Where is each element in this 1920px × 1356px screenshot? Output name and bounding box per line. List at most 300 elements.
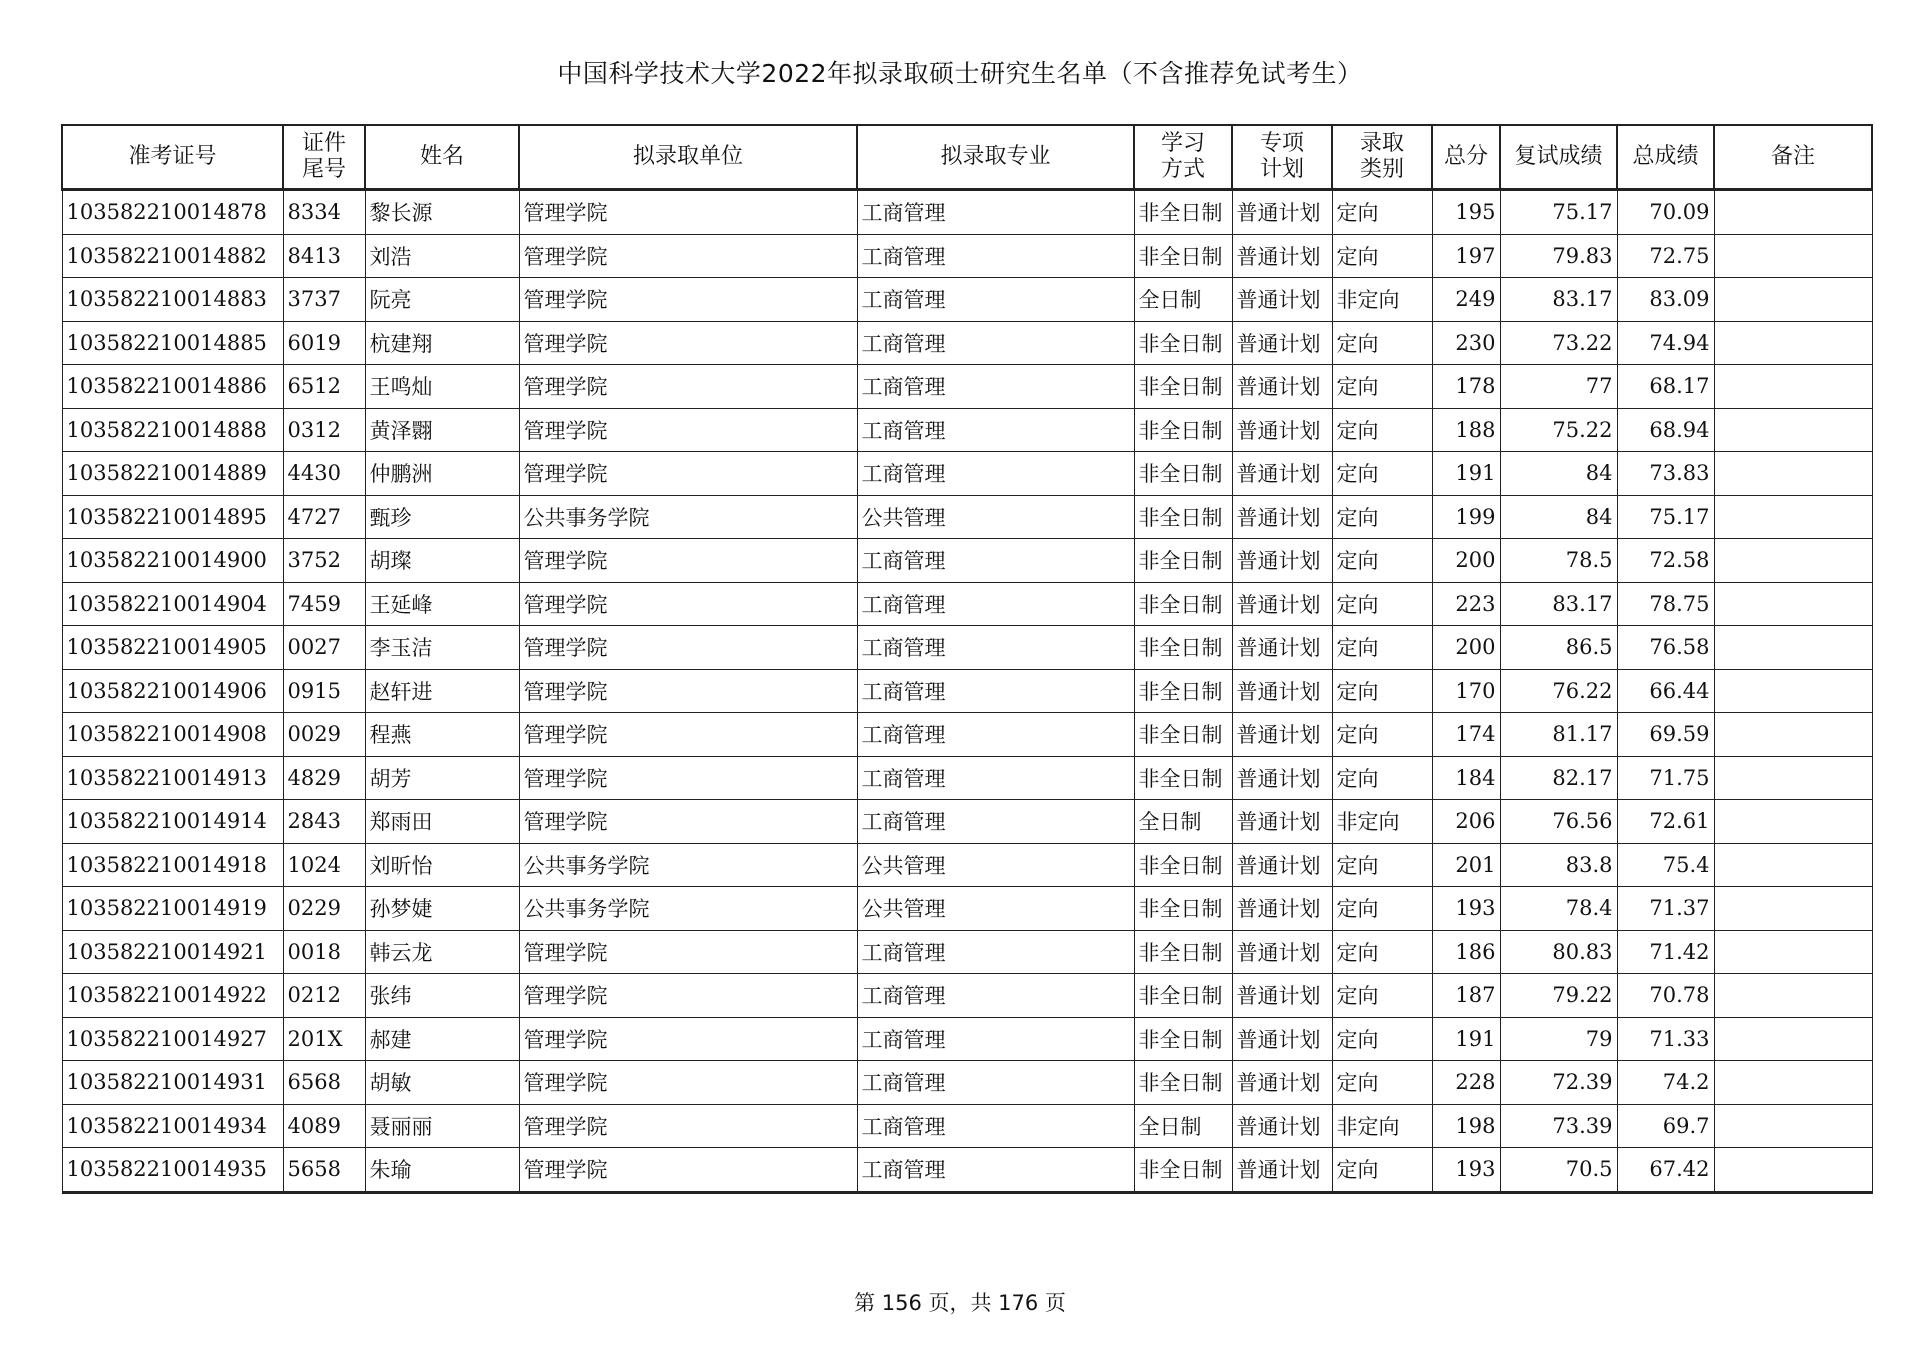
cell-category: 定向 — [1332, 626, 1432, 670]
cell-exam-id: 103582210014900 — [62, 539, 283, 583]
table-row — [62, 756, 1872, 800]
cell-final-score: 72.58 — [1617, 539, 1714, 583]
cell-exam-id: 103582210014904 — [62, 582, 283, 626]
cell-final-score: 66.44 — [1617, 669, 1714, 713]
cell-exam-id: 103582210014888 — [62, 408, 283, 452]
cell-exam-id: 103582210014889 — [62, 452, 283, 496]
cell-unit: 管理学院 — [519, 408, 857, 452]
cell-retest-score: 80.83 — [1500, 930, 1617, 974]
cell-id-suffix: 3752 — [283, 539, 365, 583]
cell-remarks — [1714, 452, 1872, 496]
cell-study-mode: 非全日制 — [1134, 190, 1232, 235]
cell-unit: 管理学院 — [519, 365, 857, 409]
table-row — [62, 278, 1872, 322]
page-footer: 第 156 页，共 176 页 — [854, 1291, 1066, 1315]
cell-study-mode: 全日制 — [1134, 1104, 1232, 1148]
cell-name: 胡璨 — [365, 539, 519, 583]
col-header-category: 录取 类别 — [1332, 125, 1432, 190]
cell-exam-id: 103582210014935 — [62, 1148, 283, 1193]
cell-unit: 管理学院 — [519, 930, 857, 974]
cell-total: 187 — [1432, 974, 1500, 1018]
cell-retest-score: 81.17 — [1500, 713, 1617, 757]
cell-id-suffix: 4430 — [283, 452, 365, 496]
cell-major: 工商管理 — [857, 626, 1134, 670]
cell-major: 工商管理 — [857, 539, 1134, 583]
cell-unit: 管理学院 — [519, 1017, 857, 1061]
cell-major: 公共管理 — [857, 843, 1134, 887]
cell-category: 定向 — [1332, 495, 1432, 539]
cell-final-score: 75.17 — [1617, 495, 1714, 539]
cell-exam-id: 103582210014905 — [62, 626, 283, 670]
cell-name: 郑雨田 — [365, 800, 519, 844]
cell-name: 胡芳 — [365, 756, 519, 800]
cell-major: 工商管理 — [857, 452, 1134, 496]
cell-final-score: 74.94 — [1617, 321, 1714, 365]
cell-id-suffix: 6512 — [283, 365, 365, 409]
cell-category: 定向 — [1332, 539, 1432, 583]
cell-study-mode: 非全日制 — [1134, 582, 1232, 626]
cell-unit: 管理学院 — [519, 452, 857, 496]
cell-final-score: 69.59 — [1617, 713, 1714, 757]
cell-retest-score: 72.39 — [1500, 1061, 1617, 1105]
cell-plan: 普通计划 — [1232, 1017, 1332, 1061]
cell-major: 工商管理 — [857, 1148, 1134, 1193]
cell-retest-score: 86.5 — [1500, 626, 1617, 670]
table-row — [62, 321, 1872, 365]
cell-plan: 普通计划 — [1232, 887, 1332, 931]
cell-final-score: 71.75 — [1617, 756, 1714, 800]
cell-id-suffix: 0312 — [283, 408, 365, 452]
cell-total: 201 — [1432, 843, 1500, 887]
cell-category: 定向 — [1332, 713, 1432, 757]
cell-study-mode: 非全日制 — [1134, 887, 1232, 931]
cell-id-suffix: 8413 — [283, 234, 365, 278]
cell-study-mode: 非全日制 — [1134, 843, 1232, 887]
cell-major: 工商管理 — [857, 756, 1134, 800]
cell-category: 定向 — [1332, 365, 1432, 409]
cell-plan: 普通计划 — [1232, 800, 1332, 844]
cell-total: 188 — [1432, 408, 1500, 452]
cell-remarks — [1714, 321, 1872, 365]
cell-category: 定向 — [1332, 930, 1432, 974]
cell-category: 定向 — [1332, 321, 1432, 365]
table-row — [62, 800, 1872, 844]
table-row — [62, 974, 1872, 1018]
cell-plan: 普通计划 — [1232, 234, 1332, 278]
cell-exam-id: 103582210014882 — [62, 234, 283, 278]
cell-total: 200 — [1432, 626, 1500, 670]
cell-study-mode: 非全日制 — [1134, 626, 1232, 670]
cell-total: 195 — [1432, 190, 1500, 235]
cell-category: 定向 — [1332, 234, 1432, 278]
cell-remarks — [1714, 669, 1872, 713]
cell-id-suffix: 1024 — [283, 843, 365, 887]
cell-retest-score: 78.4 — [1500, 887, 1617, 931]
cell-exam-id: 103582210014918 — [62, 843, 283, 887]
table-row — [62, 234, 1872, 278]
cell-name: 李玉洁 — [365, 626, 519, 670]
cell-final-score: 69.7 — [1617, 1104, 1714, 1148]
cell-id-suffix: 8334 — [283, 190, 365, 235]
cell-category: 定向 — [1332, 452, 1432, 496]
cell-total: 200 — [1432, 539, 1500, 583]
table-row — [62, 669, 1872, 713]
cell-category: 非定向 — [1332, 1104, 1432, 1148]
cell-major: 工商管理 — [857, 930, 1134, 974]
cell-exam-id: 103582210014922 — [62, 974, 283, 1018]
table-row — [62, 582, 1872, 626]
table-row — [62, 1104, 1872, 1148]
cell-plan: 普通计划 — [1232, 756, 1332, 800]
cell-final-score: 70.78 — [1617, 974, 1714, 1018]
cell-major: 工商管理 — [857, 408, 1134, 452]
cell-study-mode: 非全日制 — [1134, 452, 1232, 496]
cell-final-score: 67.42 — [1617, 1148, 1714, 1193]
cell-category: 定向 — [1332, 756, 1432, 800]
cell-remarks — [1714, 539, 1872, 583]
cell-plan: 普通计划 — [1232, 278, 1332, 322]
cell-name: 杭建翔 — [365, 321, 519, 365]
cell-retest-score: 77 — [1500, 365, 1617, 409]
cell-plan: 普通计划 — [1232, 713, 1332, 757]
cell-unit: 管理学院 — [519, 713, 857, 757]
cell-id-suffix: 4829 — [283, 756, 365, 800]
cell-remarks — [1714, 713, 1872, 757]
cell-study-mode: 非全日制 — [1134, 669, 1232, 713]
cell-unit: 管理学院 — [519, 669, 857, 713]
cell-remarks — [1714, 582, 1872, 626]
cell-exam-id: 103582210014919 — [62, 887, 283, 931]
cell-remarks — [1714, 843, 1872, 887]
cell-id-suffix: 0915 — [283, 669, 365, 713]
table-row — [62, 1017, 1872, 1061]
page-title: 中国科学技术大学2022年拟录取硕士研究生名单（不含推荐免试考生） — [557, 59, 1363, 88]
cell-category: 定向 — [1332, 974, 1432, 1018]
cell-study-mode: 全日制 — [1134, 278, 1232, 322]
cell-major: 工商管理 — [857, 800, 1134, 844]
cell-total: 223 — [1432, 582, 1500, 626]
cell-total: 198 — [1432, 1104, 1500, 1148]
cell-retest-score: 70.5 — [1500, 1148, 1617, 1193]
cell-remarks — [1714, 1017, 1872, 1061]
cell-unit: 管理学院 — [519, 539, 857, 583]
admission-table — [61, 124, 1873, 1194]
cell-study-mode: 非全日制 — [1134, 1061, 1232, 1105]
cell-retest-score: 82.17 — [1500, 756, 1617, 800]
cell-category: 定向 — [1332, 669, 1432, 713]
cell-exam-id: 103582210014886 — [62, 365, 283, 409]
cell-final-score: 74.2 — [1617, 1061, 1714, 1105]
cell-remarks — [1714, 1061, 1872, 1105]
table-row — [62, 452, 1872, 496]
cell-final-score: 71.42 — [1617, 930, 1714, 974]
cell-id-suffix: 3737 — [283, 278, 365, 322]
col-header-retest-score: 复试成绩 — [1500, 125, 1617, 190]
cell-plan: 普通计划 — [1232, 365, 1332, 409]
cell-plan: 普通计划 — [1232, 1148, 1332, 1193]
col-header-id-suffix: 证件 尾号 — [283, 125, 365, 190]
cell-major: 工商管理 — [857, 669, 1134, 713]
cell-final-score: 78.75 — [1617, 582, 1714, 626]
cell-study-mode: 非全日制 — [1134, 365, 1232, 409]
cell-exam-id: 103582210014878 — [62, 190, 283, 235]
cell-unit: 管理学院 — [519, 1104, 857, 1148]
cell-retest-score: 75.22 — [1500, 408, 1617, 452]
cell-total: 174 — [1432, 713, 1500, 757]
cell-major: 工商管理 — [857, 1017, 1134, 1061]
col-header-exam-id: 准考证号 — [62, 125, 283, 190]
cell-major: 工商管理 — [857, 278, 1134, 322]
cell-name: 程燕 — [365, 713, 519, 757]
col-header-final-score: 总成绩 — [1617, 125, 1714, 190]
col-header-unit: 拟录取单位 — [519, 125, 857, 190]
cell-remarks — [1714, 234, 1872, 278]
cell-plan: 普通计划 — [1232, 408, 1332, 452]
cell-unit: 公共事务学院 — [519, 843, 857, 887]
cell-remarks — [1714, 408, 1872, 452]
cell-retest-score: 73.22 — [1500, 321, 1617, 365]
cell-category: 定向 — [1332, 408, 1432, 452]
cell-remarks — [1714, 974, 1872, 1018]
cell-total: 193 — [1432, 1148, 1500, 1193]
cell-study-mode: 非全日制 — [1134, 495, 1232, 539]
cell-name: 赵轩进 — [365, 669, 519, 713]
cell-plan: 普通计划 — [1232, 190, 1332, 235]
cell-study-mode: 非全日制 — [1134, 1017, 1232, 1061]
col-header-total: 总分 — [1432, 125, 1500, 190]
cell-remarks — [1714, 1148, 1872, 1193]
cell-unit: 管理学院 — [519, 234, 857, 278]
cell-plan: 普通计划 — [1232, 669, 1332, 713]
cell-name: 刘昕怡 — [365, 843, 519, 887]
col-header-study-mode: 学习 方式 — [1134, 125, 1232, 190]
cell-remarks — [1714, 278, 1872, 322]
cell-total: 199 — [1432, 495, 1500, 539]
cell-study-mode: 非全日制 — [1134, 974, 1232, 1018]
cell-final-score: 83.09 — [1617, 278, 1714, 322]
table-row — [62, 1148, 1872, 1193]
cell-final-score: 76.58 — [1617, 626, 1714, 670]
cell-final-score: 71.33 — [1617, 1017, 1714, 1061]
cell-unit: 公共事务学院 — [519, 495, 857, 539]
cell-study-mode: 非全日制 — [1134, 713, 1232, 757]
cell-plan: 普通计划 — [1232, 930, 1332, 974]
cell-remarks — [1714, 887, 1872, 931]
cell-name: 朱瑜 — [365, 1148, 519, 1193]
cell-total: 170 — [1432, 669, 1500, 713]
cell-category: 非定向 — [1332, 800, 1432, 844]
cell-unit: 管理学院 — [519, 974, 857, 1018]
cell-major: 公共管理 — [857, 495, 1134, 539]
cell-category: 定向 — [1332, 1017, 1432, 1061]
cell-category: 定向 — [1332, 1148, 1432, 1193]
cell-unit: 管理学院 — [519, 626, 857, 670]
cell-exam-id: 103582210014906 — [62, 669, 283, 713]
cell-final-score: 71.37 — [1617, 887, 1714, 931]
cell-remarks — [1714, 190, 1872, 235]
cell-category: 定向 — [1332, 582, 1432, 626]
table-row — [62, 843, 1872, 887]
cell-id-suffix: 2843 — [283, 800, 365, 844]
cell-unit: 管理学院 — [519, 278, 857, 322]
cell-exam-id: 103582210014934 — [62, 1104, 283, 1148]
table-row — [62, 626, 1872, 670]
cell-unit: 管理学院 — [519, 321, 857, 365]
cell-exam-id: 103582210014921 — [62, 930, 283, 974]
cell-remarks — [1714, 756, 1872, 800]
cell-major: 公共管理 — [857, 887, 1134, 931]
table-row — [62, 1061, 1872, 1105]
cell-retest-score: 84 — [1500, 495, 1617, 539]
col-header-name: 姓名 — [365, 125, 519, 190]
cell-major: 工商管理 — [857, 365, 1134, 409]
cell-total: 184 — [1432, 756, 1500, 800]
cell-name: 王鸣灿 — [365, 365, 519, 409]
cell-remarks — [1714, 930, 1872, 974]
cell-total: 191 — [1432, 1017, 1500, 1061]
cell-name: 仲鹏洲 — [365, 452, 519, 496]
cell-remarks — [1714, 626, 1872, 670]
cell-retest-score: 84 — [1500, 452, 1617, 496]
cell-name: 郝建 — [365, 1017, 519, 1061]
col-header-major: 拟录取专业 — [857, 125, 1134, 190]
table-row — [62, 930, 1872, 974]
cell-final-score: 75.4 — [1617, 843, 1714, 887]
cell-plan: 普通计划 — [1232, 321, 1332, 365]
cell-retest-score: 76.22 — [1500, 669, 1617, 713]
cell-plan: 普通计划 — [1232, 1104, 1332, 1148]
cell-category: 非定向 — [1332, 278, 1432, 322]
cell-major: 工商管理 — [857, 1104, 1134, 1148]
cell-retest-score: 76.56 — [1500, 800, 1617, 844]
cell-unit: 管理学院 — [519, 1148, 857, 1193]
cell-id-suffix: 0029 — [283, 713, 365, 757]
cell-study-mode: 非全日制 — [1134, 234, 1232, 278]
cell-total: 193 — [1432, 887, 1500, 931]
cell-total: 191 — [1432, 452, 1500, 496]
cell-category: 定向 — [1332, 1061, 1432, 1105]
cell-study-mode: 非全日制 — [1134, 408, 1232, 452]
cell-total: 178 — [1432, 365, 1500, 409]
cell-major: 工商管理 — [857, 1061, 1134, 1105]
cell-study-mode: 非全日制 — [1134, 1148, 1232, 1193]
table-row — [62, 539, 1872, 583]
cell-unit: 管理学院 — [519, 1061, 857, 1105]
cell-study-mode: 全日制 — [1134, 800, 1232, 844]
cell-remarks — [1714, 1104, 1872, 1148]
cell-plan: 普通计划 — [1232, 1061, 1332, 1105]
cell-plan: 普通计划 — [1232, 452, 1332, 496]
cell-major: 工商管理 — [857, 974, 1134, 1018]
cell-final-score: 68.17 — [1617, 365, 1714, 409]
cell-name: 阮亮 — [365, 278, 519, 322]
cell-id-suffix: 0018 — [283, 930, 365, 974]
cell-total: 230 — [1432, 321, 1500, 365]
cell-category: 定向 — [1332, 887, 1432, 931]
cell-id-suffix: 0027 — [283, 626, 365, 670]
cell-remarks — [1714, 800, 1872, 844]
header-row — [62, 125, 1872, 190]
table-row — [62, 495, 1872, 539]
cell-study-mode: 非全日制 — [1134, 539, 1232, 583]
cell-id-suffix: 6568 — [283, 1061, 365, 1105]
cell-total: 206 — [1432, 800, 1500, 844]
table-row — [62, 887, 1872, 931]
cell-id-suffix: 7459 — [283, 582, 365, 626]
cell-remarks — [1714, 495, 1872, 539]
table-row — [62, 713, 1872, 757]
cell-final-score: 73.83 — [1617, 452, 1714, 496]
cell-remarks — [1714, 365, 1872, 409]
cell-total: 197 — [1432, 234, 1500, 278]
cell-unit: 管理学院 — [519, 756, 857, 800]
cell-id-suffix: 0229 — [283, 887, 365, 931]
cell-exam-id: 103582210014927 — [62, 1017, 283, 1061]
cell-total: 186 — [1432, 930, 1500, 974]
cell-plan: 普通计划 — [1232, 495, 1332, 539]
cell-retest-score: 73.39 — [1500, 1104, 1617, 1148]
cell-exam-id: 103582210014895 — [62, 495, 283, 539]
cell-exam-id: 103582210014908 — [62, 713, 283, 757]
cell-id-suffix: 4089 — [283, 1104, 365, 1148]
cell-major: 工商管理 — [857, 582, 1134, 626]
cell-study-mode: 非全日制 — [1134, 930, 1232, 974]
cell-retest-score: 83.8 — [1500, 843, 1617, 887]
cell-id-suffix: 201X — [283, 1017, 365, 1061]
cell-name: 刘浩 — [365, 234, 519, 278]
cell-major: 工商管理 — [857, 190, 1134, 235]
cell-final-score: 72.75 — [1617, 234, 1714, 278]
cell-name: 黎长源 — [365, 190, 519, 235]
cell-unit: 管理学院 — [519, 582, 857, 626]
table-row — [62, 190, 1872, 235]
cell-exam-id: 103582210014885 — [62, 321, 283, 365]
cell-retest-score: 78.5 — [1500, 539, 1617, 583]
cell-plan: 普通计划 — [1232, 539, 1332, 583]
cell-name: 甄珍 — [365, 495, 519, 539]
cell-id-suffix: 5658 — [283, 1148, 365, 1193]
cell-exam-id: 103582210014913 — [62, 756, 283, 800]
col-header-plan: 专项 计划 — [1232, 125, 1332, 190]
cell-name: 孙梦婕 — [365, 887, 519, 931]
cell-name: 韩云龙 — [365, 930, 519, 974]
cell-final-score: 72.61 — [1617, 800, 1714, 844]
cell-plan: 普通计划 — [1232, 974, 1332, 1018]
cell-name: 聂丽丽 — [365, 1104, 519, 1148]
cell-retest-score: 79 — [1500, 1017, 1617, 1061]
cell-exam-id: 103582210014931 — [62, 1061, 283, 1105]
cell-exam-id: 103582210014883 — [62, 278, 283, 322]
cell-total: 249 — [1432, 278, 1500, 322]
cell-id-suffix: 6019 — [283, 321, 365, 365]
cell-major: 工商管理 — [857, 321, 1134, 365]
table-row — [62, 365, 1872, 409]
cell-retest-score: 79.22 — [1500, 974, 1617, 1018]
cell-retest-score: 83.17 — [1500, 582, 1617, 626]
cell-name: 张纬 — [365, 974, 519, 1018]
cell-retest-score: 79.83 — [1500, 234, 1617, 278]
cell-study-mode: 非全日制 — [1134, 756, 1232, 800]
cell-name: 胡敏 — [365, 1061, 519, 1105]
table-row — [62, 408, 1872, 452]
cell-retest-score: 83.17 — [1500, 278, 1617, 322]
cell-id-suffix: 0212 — [283, 974, 365, 1018]
cell-name: 黄泽翾 — [365, 408, 519, 452]
cell-unit: 管理学院 — [519, 190, 857, 235]
cell-plan: 普通计划 — [1232, 843, 1332, 887]
cell-category: 定向 — [1332, 190, 1432, 235]
cell-id-suffix: 4727 — [283, 495, 365, 539]
